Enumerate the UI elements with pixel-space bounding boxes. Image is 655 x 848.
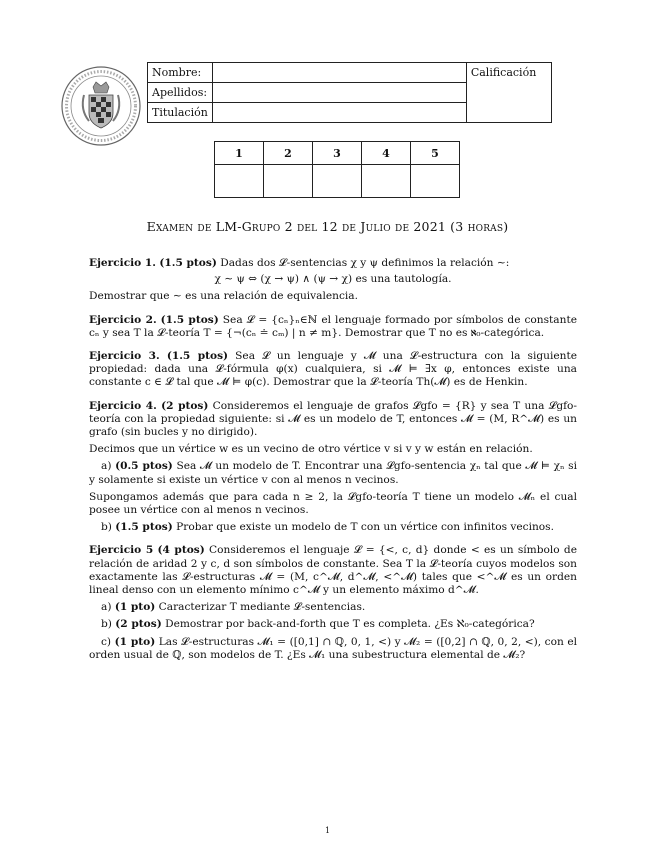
- score-cell[interactable]: [362, 165, 411, 198]
- exercise-points: (1.5 ptos): [159, 257, 217, 269]
- exam-body: [89, 257, 577, 662]
- exercise-label: Ejercicio 1.: [89, 257, 156, 269]
- exercise-label: Ejercicio 4.: [89, 399, 157, 412]
- exercise-5a: [89, 601, 577, 614]
- part-points: (1.5 ptos): [115, 521, 173, 534]
- part-text: Probar que existe un modelo de T con un vértice con infinitos vecinos.: [176, 521, 554, 534]
- exercise-text: Consideremos el lenguaje 𝓛 = {<, c, d} donde < es un símbolo de relación de aridad 2 y c, d son símbolos de constante. Sea T la 𝓛-teoría cuyos modelos son exactamente las 𝓛-estructuras 𝓜 = (M, c^𝓜, d^𝓜, <^𝓜) tales que <^𝓜 es un orden lineal denso con un elemento mínimo c^𝓜 y un elemento máximo d^𝓜.: [89, 544, 577, 597]
- score-cell[interactable]: [411, 165, 460, 198]
- supposition: Supongamos además que para cada n ≥ 2, la 𝓛gfo-teoría T tiene un modelo 𝓜ₙ el cual posee un vértice con al menos n vecinos.: [89, 490, 577, 517]
- exercise-points: (1.5 ptos): [166, 350, 229, 363]
- part-text: Demostrar por back-and-forth que T es completa. ¿Es ℵ₀-categórica?: [165, 618, 535, 631]
- surname-label: Apellidos:: [148, 83, 213, 103]
- exercise-label: Ejercicio 5: [89, 544, 154, 557]
- exercise-task: Demostrar que ∼ es una relación de equivalencia.: [89, 290, 358, 303]
- score-header: 3: [313, 142, 362, 165]
- part-points: (1 pto): [114, 635, 156, 648]
- exercise-label: Ejercicio 3.: [89, 350, 160, 363]
- exercise-points: (2 ptos): [161, 399, 209, 412]
- part-text: Sea 𝓜 un modelo de T. Encontrar una 𝓛gfo-sentencia χₙ tal que 𝓜 ⊨ χₙ si y solamente si existe un vértice v con al menos n vecinos.: [89, 460, 578, 486]
- exam-title: Examen de LM-Grupo 2 del 12 de Julio de 2021 (3 horas): [146, 219, 509, 234]
- exercise-text: Dadas dos 𝓛-sentencias χ y ψ definimos la relación ∼:: [220, 257, 510, 269]
- score-cell[interactable]: [215, 165, 264, 198]
- neighbor-definition: Decimos que un vértice w es un vecino de otro vértice v si v y w están en relación.: [89, 443, 533, 456]
- part-label: a): [101, 601, 112, 614]
- exercise-3: [89, 350, 577, 390]
- exercise-text: Sea 𝓛 = {cₙ}ₙ∈ℕ el lenguaje formado por símbolos de constante cₙ y sea T la 𝓛-teoría T = {¬(cₙ ≐ cₘ) | n ≠ m}. Demostrar que T no es ℵ₀-categórica.: [89, 313, 577, 339]
- exercise-5b: [89, 618, 577, 631]
- exercise-5: [89, 544, 577, 597]
- score-header: 2: [264, 142, 313, 165]
- score-table: [214, 141, 460, 198]
- part-points: (0.5 ptos): [115, 460, 173, 473]
- exercise-points: (4 ptos): [157, 544, 205, 557]
- degree-label: Titulación: [148, 103, 213, 123]
- score-cell[interactable]: [313, 165, 362, 198]
- equivalence-formula: χ ∼ ψ ⇔ (χ → ψ) ∧ (ψ → χ) es una tautología.: [214, 273, 452, 286]
- exercise-1: [89, 257, 577, 270]
- name-field[interactable]: [212, 63, 466, 83]
- part-label: b): [101, 618, 112, 631]
- score-header: 1: [215, 142, 264, 165]
- score-header: 5: [411, 142, 460, 165]
- page-number: 1: [324, 826, 331, 835]
- part-label: b): [101, 521, 112, 534]
- part-label: a): [101, 460, 112, 473]
- exercise-4: [89, 400, 577, 440]
- grade-cell: [466, 63, 551, 123]
- part-text: Caracterizar T mediante 𝓛-sentencias.: [158, 601, 366, 614]
- grade-label: Calificación: [470, 66, 537, 79]
- name-label: Nombre:: [148, 63, 213, 83]
- part-points: (1 pto): [114, 601, 156, 614]
- part-text: Las 𝓛-estructuras 𝓜₁ = ([0,1] ∩ ℚ, 0, 1, <) y 𝓜₂ = ([0,2] ∩ ℚ, 0, 2, <), con el orden usual de ℚ, son modelos de T. ¿Es 𝓜₁ una subestructura elemental de 𝓜₂?: [89, 635, 577, 661]
- exercise-text: Consideremos el lenguaje de grafos 𝓛gfo = {R} y sea T una 𝓛gfo-teoría con la propiedad siguiente: si 𝓜 es un modelo de T, entonces 𝓜 = (M, R^𝓜) es un grafo (sin bucles y no dirigido).: [89, 399, 578, 439]
- student-info-table: [147, 62, 552, 123]
- exercise-4a: [89, 460, 577, 486]
- exercise-4b: [89, 521, 577, 534]
- degree-field[interactable]: [212, 103, 466, 123]
- surname-field[interactable]: [212, 83, 466, 103]
- exercise-points: (1.5 ptos): [160, 313, 219, 326]
- exercise-text: Sea 𝓛 un lenguaje y 𝓜 una 𝓛-estructura con la siguiente propiedad: dada una 𝓛-fórmula φ(x) cualquiera, si 𝓜 ⊨ ∃x φ, entonces existe una constante c ∈ 𝓛 tal que 𝓜 ⊨ φ(c). Demostrar que la 𝓛-teoría Th(𝓜) es de Henkin.: [89, 350, 577, 389]
- exercise-2: [89, 314, 577, 340]
- part-points: (2 ptos): [115, 618, 162, 631]
- part-label: c): [101, 635, 112, 648]
- score-header: 4: [362, 142, 411, 165]
- exercise-5c: [89, 636, 577, 662]
- university-seal-icon: [60, 65, 142, 147]
- score-cell[interactable]: [264, 165, 313, 198]
- exercise-label: Ejercicio 2.: [89, 313, 157, 326]
